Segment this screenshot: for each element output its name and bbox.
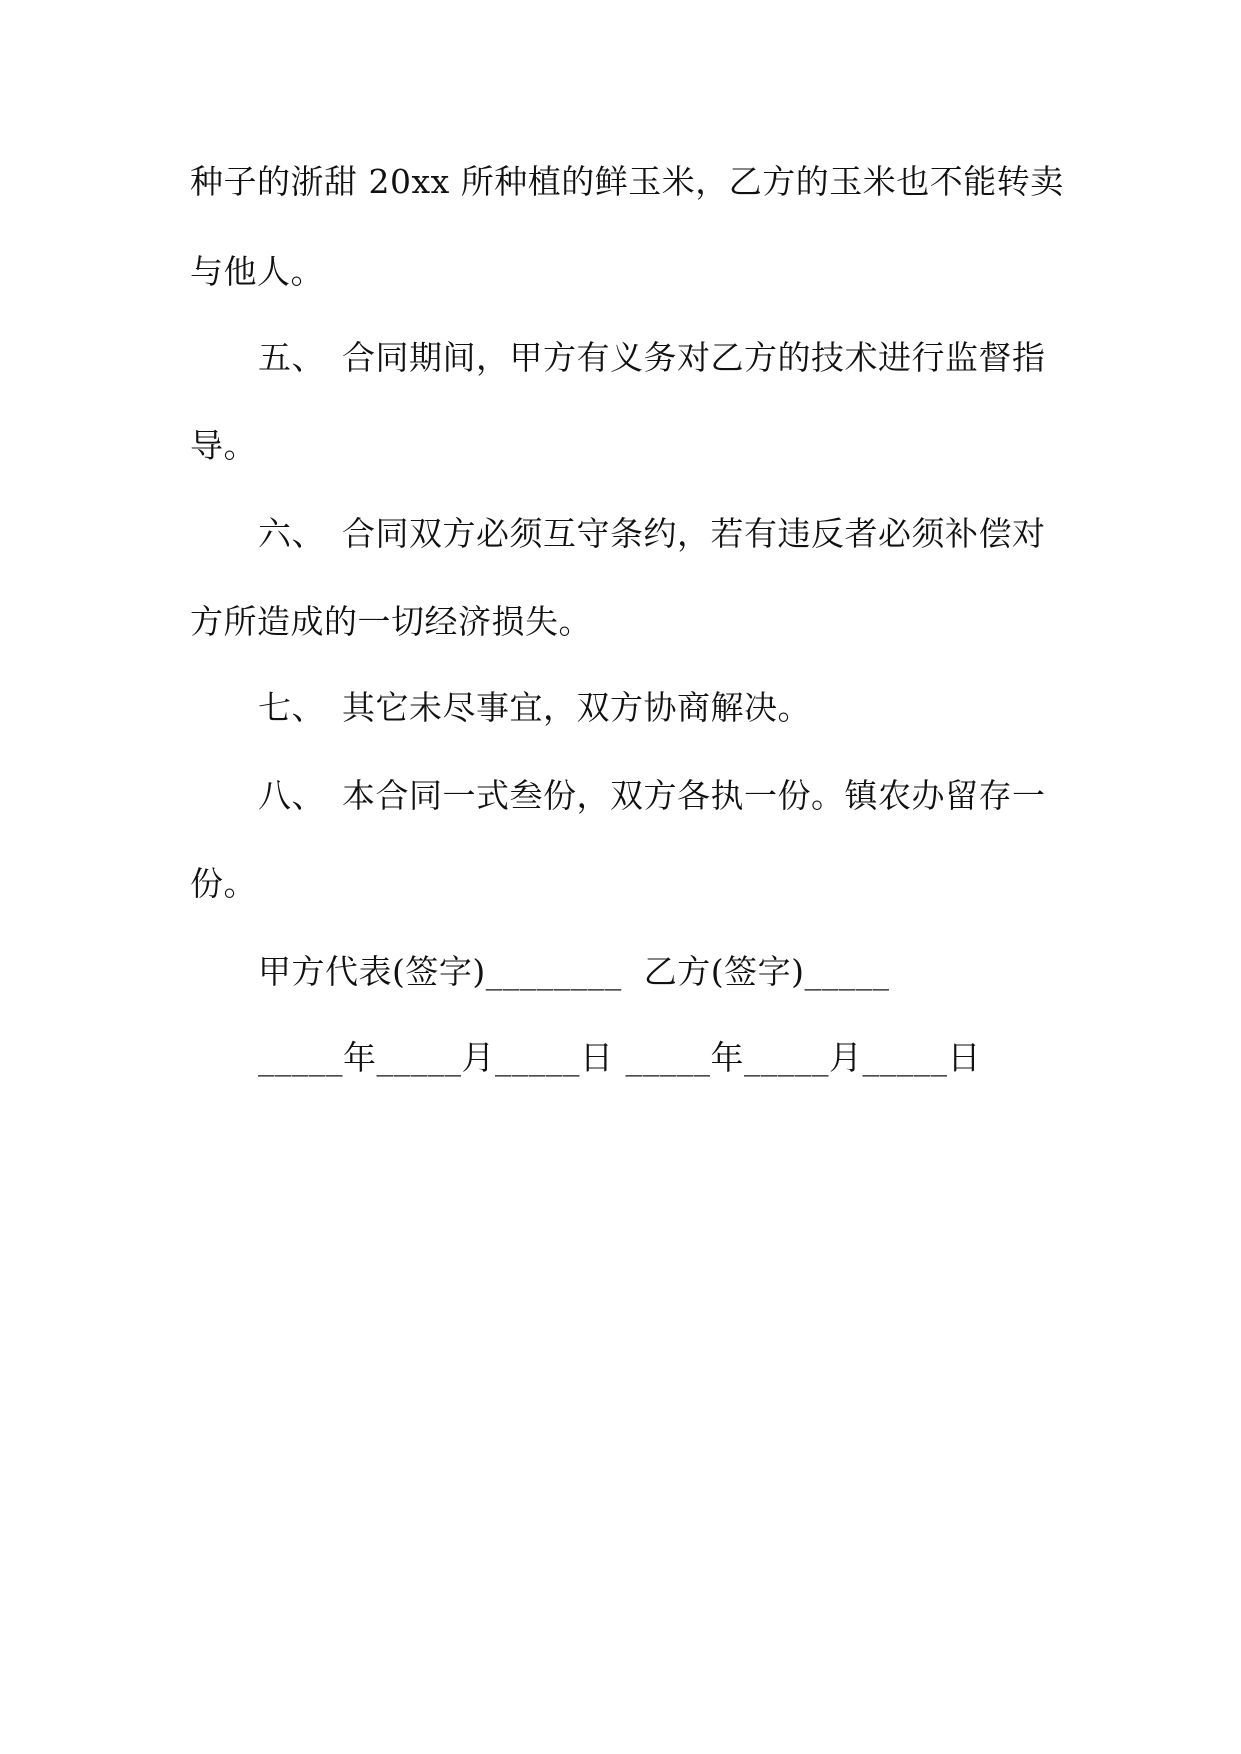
clause-8-continuation: 份。 xyxy=(190,864,257,903)
clause-6-continuation: 方所造成的一切经济损失。 xyxy=(190,602,592,641)
party-a-signature: 甲方代表(签字)________ xyxy=(258,952,622,991)
party-a-date: _____年_____月_____日 xyxy=(258,1038,614,1077)
body-line-2: 与他人。 xyxy=(190,252,324,291)
body-line-1: 种子的浙甜 20xx 所种植的鲜玉米，乙方的玉米也不能转卖 xyxy=(190,162,1064,201)
party-b-signature: 乙方(签字)_____ xyxy=(643,952,890,991)
clause-8 xyxy=(258,774,1118,818)
clause-6-text: 合同双方必须互守条约，若有违反者必须补偿对 xyxy=(342,514,1046,553)
clause-5-number: 五、 xyxy=(258,338,325,377)
clause-5-continuation: 导。 xyxy=(190,426,257,465)
date-line xyxy=(258,1036,1118,1080)
clause-7 xyxy=(258,686,1118,730)
clause-6-number: 六、 xyxy=(258,514,325,553)
clause-7-text: 其它未尽事宜，双方协商解决。 xyxy=(342,688,811,727)
clause-8-number: 八、 xyxy=(258,776,325,815)
clause-6 xyxy=(258,512,1118,556)
signature-line xyxy=(258,950,1118,994)
clause-5 xyxy=(258,336,1118,380)
clause-8-text: 本合同一式叁份，双方各执一份。镇农办留存一 xyxy=(342,776,1046,815)
clause-5-text: 合同期间，甲方有义务对乙方的技术进行监督指 xyxy=(342,338,1046,377)
party-b-date: _____年_____月_____日 xyxy=(625,1038,981,1077)
clause-7-number: 七、 xyxy=(258,688,325,727)
